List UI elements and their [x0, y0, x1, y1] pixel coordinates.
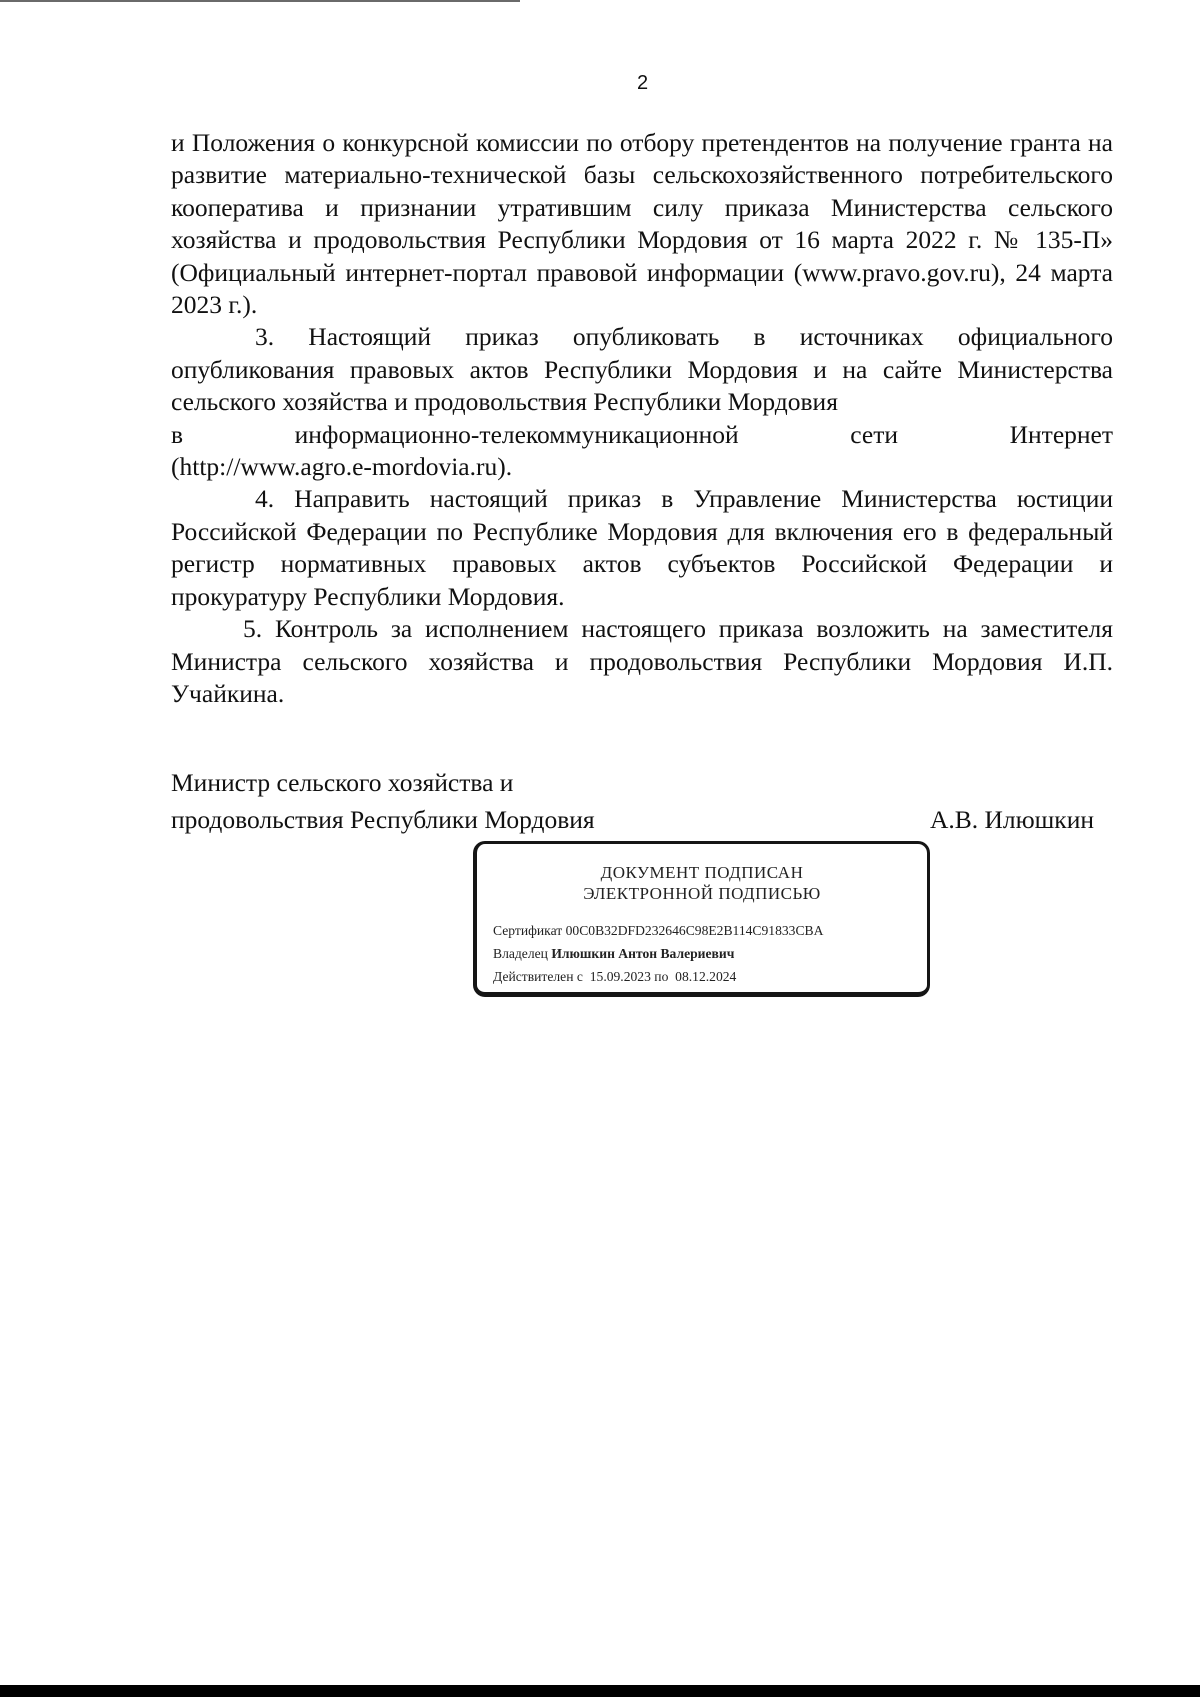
valid-to: 08.12.2024: [675, 969, 737, 984]
stamp-validity-line: [493, 965, 927, 988]
word: в: [171, 419, 184, 449]
stamp-heading: [477, 862, 927, 904]
owner-label: Владелец: [493, 946, 548, 961]
word: Интернет: [1009, 419, 1113, 449]
signatory-title-line-1: Министр сельского хозяйства и: [171, 768, 514, 797]
page-number: 2: [636, 72, 649, 94]
owner-value: Илюшкин Антон Валериевич: [551, 946, 735, 961]
paragraph-4: 4. Направить настоящий приказ в Управление Министерства юстиции Российской Федерации по Республике Мордовия для включения его в федеральный регистр нормативных правовых актов субъектов Российской Федерации и прокуратуру Республики Мордовия.: [171, 484, 1113, 611]
paragraph-3-spread-line: [171, 419, 1113, 451]
stamp-heading-line-1: ДОКУМЕНТ ПОДПИСАН: [600, 863, 804, 882]
valid-label: Действителен с: [493, 969, 583, 984]
signature-block: [171, 764, 1094, 838]
word: сети: [850, 419, 899, 449]
certificate-label: Сертификат: [493, 923, 563, 938]
scan-bottom-edge: [0, 1685, 1200, 1697]
document-body: [171, 127, 1113, 710]
certificate-value: 00C0B32DFD232646C98E2B114C91833CBA: [565, 923, 824, 938]
scan-top-edge: [0, 0, 520, 2]
paragraph-5: 5. Контроль за исполнением настоящего приказа возложить на заместителя Министра сельского хозяйства и продовольствия Республики Мордовия И.П. Учайкина.: [171, 614, 1113, 708]
paragraph-continuation: и Положения о конкурсной комиссии по отбору претендентов на получение гранта на развитие материально-технической базы сельскохозяйственного потребительского кооператива и признании утратившим силу приказа Министерства сельского хозяйства и продовольствия Республики Мордовия от 16 марта 2022 г. № 135-П» (Официальный интернет-портал правовой информации (www.pravo.gov.ru), 24 марта 2023 г.).: [171, 128, 1113, 320]
stamp-heading-line-2: ЭЛЕКТРОННОЙ ПОДПИСЬЮ: [583, 884, 821, 903]
signature-row: [171, 801, 1094, 838]
signatory-name: А.В. Илюшкин: [929, 805, 1094, 834]
word: информационно-телекоммуникационной: [294, 419, 739, 449]
stamp-owner-line: [493, 942, 927, 965]
stamp-certificate-line: [493, 919, 927, 942]
electronic-signature-stamp: [473, 841, 930, 997]
paragraph-3-end: (http://www.agro.e-mordovia.ru).: [171, 452, 513, 482]
paragraph-3: 3. Настоящий приказ опубликовать в источниках официального опубликования правовых актов Республики Мордовия и на сайте Министерства сельского хозяйства и продовольствия Республики Мордовия: [171, 322, 1113, 417]
valid-to-label: по: [654, 969, 669, 984]
valid-from: 15.09.2023: [589, 969, 651, 984]
stamp-details: [477, 919, 927, 988]
signatory-title-line-2: продовольствия Республики Мордовия: [171, 805, 595, 834]
